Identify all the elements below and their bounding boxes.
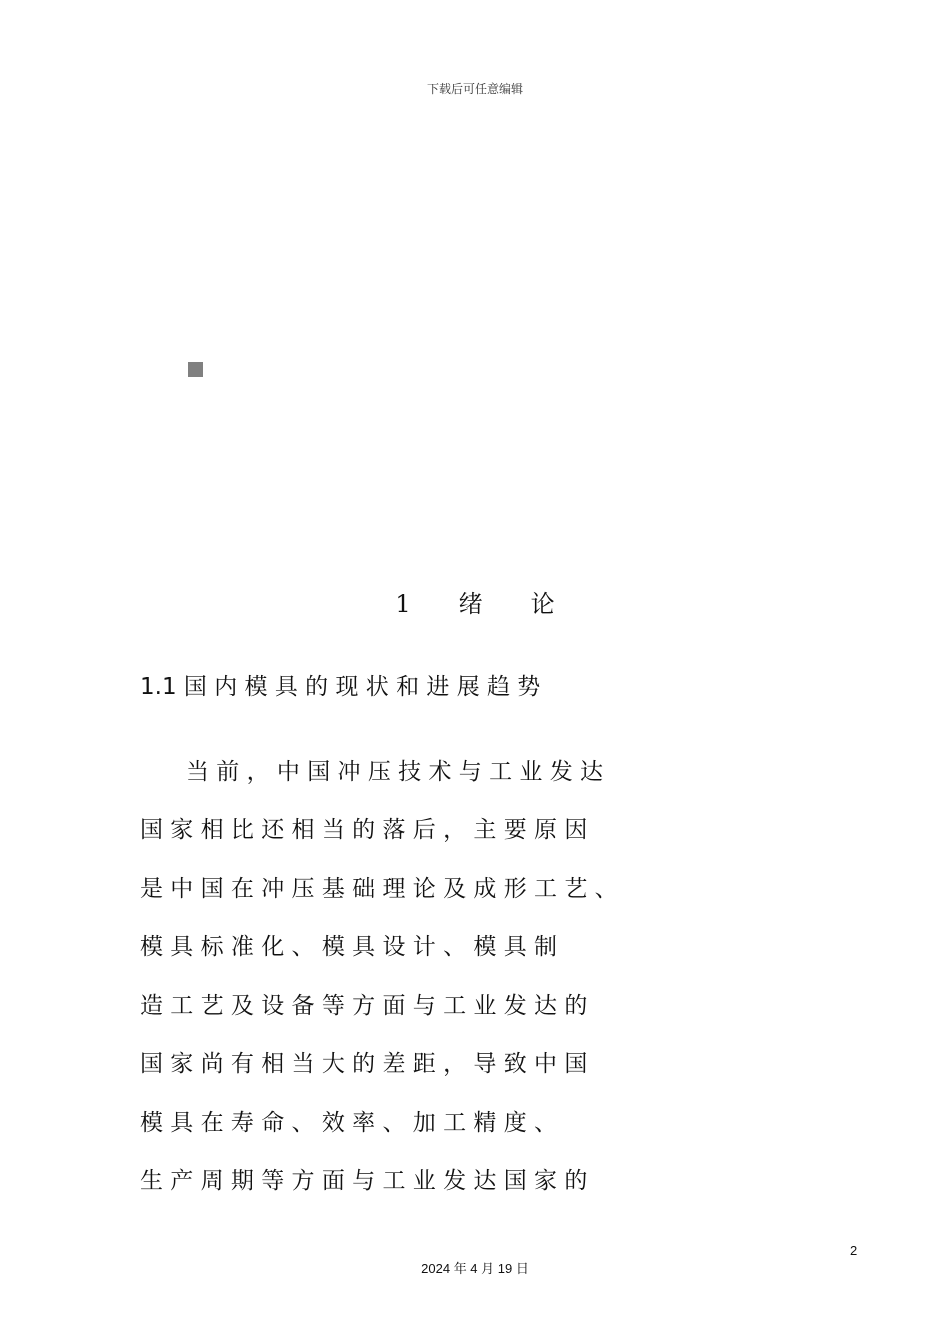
- page-number: 2: [850, 1243, 858, 1258]
- paragraph-line: 生 产 周 期 等 方 面 与 工 业 发 达 国 家 的: [140, 1168, 588, 1194]
- paragraph-line: 造 工 艺 及 设 备 等 方 面 与 工 业 发 达 的: [140, 993, 588, 1019]
- paragraph-line: 国 家 相 比 还 相 当 的 落 后 ， 主 要 原 因: [140, 817, 588, 843]
- square-marker-icon: [188, 362, 203, 377]
- paragraph-line: 当 前 ， 中 国 冲 压 技 术 与 工 业 发 达: [140, 759, 604, 785]
- section-title: 1.1 国 内 模 具 的 现 状 和 进 展 趋 势: [140, 674, 541, 700]
- paragraph-line: 是 中 国 在 冲 压 基 础 理 论 及 成 形 工 艺 、: [140, 876, 618, 902]
- paragraph-line: 国 家 尚 有 相 当 大 的 差 距 ， 导 致 中 国: [140, 1051, 588, 1077]
- footer-date: 2024 年 4 月 19 日: [421, 1261, 529, 1276]
- paragraph-line: 模 具 标 准 化 、 模 具 设 计 、 模 具 制: [140, 934, 558, 960]
- chapter-title: 1 绪 论: [395, 590, 555, 618]
- header-note: 下载后可任意编辑: [426, 82, 523, 96]
- paragraph-line: 模 具 在 寿 命 、 效 率 、 加 工 精 度 、: [140, 1110, 558, 1136]
